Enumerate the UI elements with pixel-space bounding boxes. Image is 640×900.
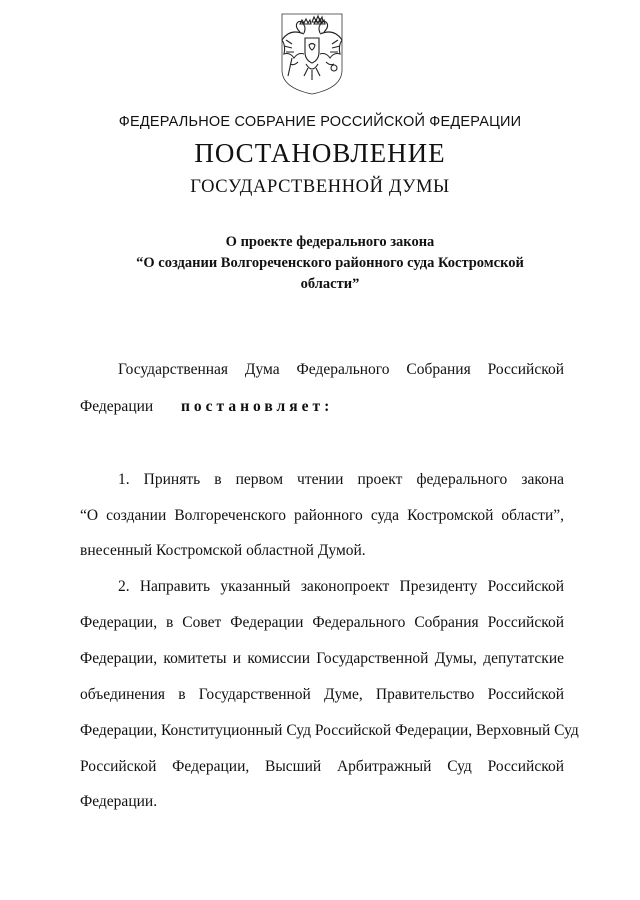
subject-line: О проекте федерального закона bbox=[225, 234, 435, 250]
subject-line: области” bbox=[300, 276, 360, 292]
item-line: 1. Принять в первом чтении проект федерального закона bbox=[118, 471, 564, 488]
item-line: “О создании Волгореченского районного суда Костромской области”, bbox=[80, 507, 564, 524]
document-issuer: ГОСУДАРСТВЕННОЙ ДУМЫ bbox=[190, 177, 450, 197]
item-line: Федерации, Конституционный Суд Российской Федерации, Верховный Суд bbox=[80, 722, 579, 739]
item-line: Федерации, в Совет Федерации Федерального Собрания Российской bbox=[80, 614, 564, 631]
subject-line: “О создании Волгореченского районного суда Костромской bbox=[136, 255, 524, 271]
item-line: Федерации, комитеты и комиссии Государственной Думы, депутатские bbox=[80, 650, 564, 667]
preamble-text: Федерации bbox=[80, 398, 154, 415]
preamble-line: Государственная Дума Федерального Собрания Российской bbox=[118, 361, 564, 378]
document-type: ПОСТАНОВЛЕНИЕ bbox=[194, 138, 446, 168]
resolves-keyword: постановляет: bbox=[180, 398, 334, 415]
item-line: Федерации. bbox=[80, 793, 158, 810]
organization-title: ФЕДЕРАЛЬНОЕ СОБРАНИЕ РОССИЙСКОЙ ФЕДЕРАЦИИ bbox=[118, 114, 522, 130]
item-line: внесенный Костромской областной Думой. bbox=[80, 542, 366, 559]
preamble-line bbox=[80, 398, 333, 416]
item-line: 2. Направить указанный законопроект Президенту Российской bbox=[118, 578, 564, 595]
document-subject bbox=[120, 232, 540, 295]
double-headed-eagle-emblem bbox=[278, 12, 346, 96]
item-line: объединения в Государственной Думе, Правительство Российской bbox=[80, 686, 564, 703]
item-line: Российской Федерации, Высший Арбитражный Суд Российской bbox=[80, 758, 564, 775]
